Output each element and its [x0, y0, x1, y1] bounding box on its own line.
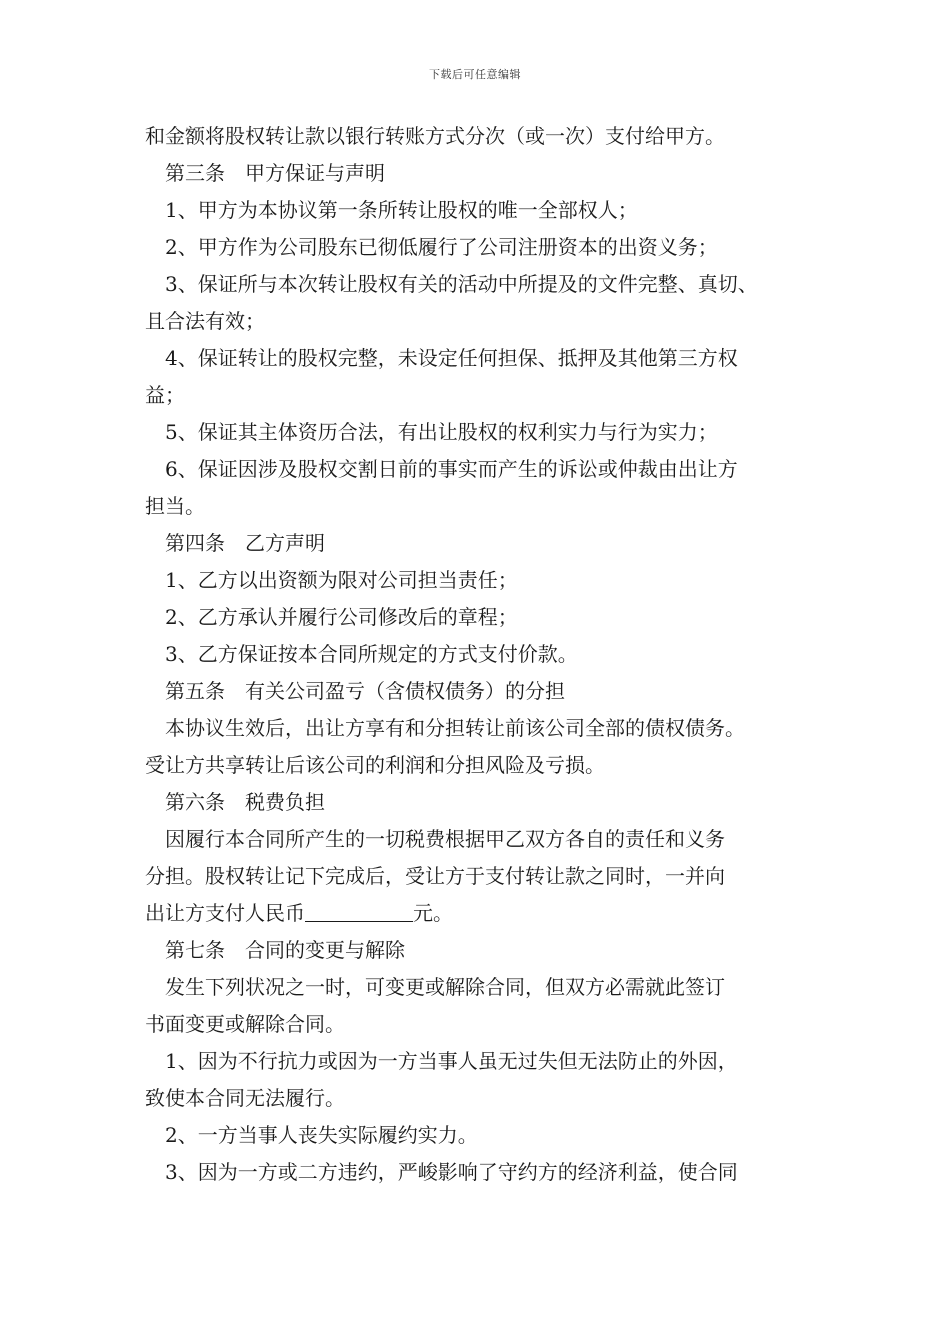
text-line: 因履行本合同所产生的一切税费根据甲乙双方各自的责任和义务 [165, 827, 725, 851]
text-line: 2、甲方作为公司股东已彻低履行了公司注册资本的出资义务； [165, 235, 718, 259]
text-line: 3、因为一方或二方违约，严峻影响了守约方的经济利益，使合同 [165, 1160, 738, 1184]
text-line: 本协议生效后，出让方享有和分担转让前该公司全部的债权债务。 [165, 716, 745, 740]
text-line: 3、保证所与本次转让股权有关的活动中所提及的文件完整、真切、 [165, 272, 758, 296]
section-heading: 第三条 甲方保证与声明 [165, 161, 385, 185]
text-line: 书面变更或解除合同。 [145, 1012, 345, 1036]
section-heading: 第七条 合同的变更与解除 [165, 938, 405, 962]
text-line: 担当。 [145, 494, 205, 518]
text-line: 1、因为不行抗力或因为一方当事人虽无过失但无法防止的外因， [165, 1049, 738, 1073]
text-line: 且合法有效； [145, 309, 265, 333]
text-line: 分担。股权转让记下完成后，受让方于支付转让款之同时，一并向 [145, 864, 725, 888]
text-line: 1、甲方为本协议第一条所转让股权的唯一全部权人； [165, 198, 638, 222]
text-line: 益； [145, 383, 185, 407]
section-heading: 第五条 有关公司盈亏（含债权债务）的分担 [165, 679, 565, 703]
document-body [145, 118, 825, 1191]
text-line: 致使本合同无法履行。 [145, 1086, 345, 1110]
section-heading: 第六条 税费负担 [165, 790, 325, 814]
text-line: 5、保证其主体资历合法，有出让股权的权利实力与行为实力； [165, 420, 718, 444]
text-segment: 元。 [413, 901, 453, 925]
text-line: 2、乙方承认并履行公司修改后的章程； [165, 605, 518, 629]
text-line: 2、一方当事人丧失实际履约实力。 [165, 1123, 478, 1147]
section-heading: 第四条 乙方声明 [165, 531, 325, 555]
text-line: 4、保证转让的股权完整，未设定任何担保、抵押及其他第三方权 [165, 346, 738, 370]
text-line: 发生下列状况之一时，可变更或解除合同，但双方必需就此签订 [165, 975, 725, 999]
fill-in-blank [305, 899, 413, 922]
text-line: 1、乙方以出资额为限对公司担当责任； [165, 568, 518, 592]
text-line: 3、乙方保证按本合同所规定的方式支付价款。 [165, 642, 578, 666]
page-header: 下载后可任意编辑 [429, 68, 521, 81]
text-line: 受让方共享转让后该公司的利润和分担风险及亏损。 [145, 753, 605, 777]
text-segment: 出让方支付人民币 [145, 901, 305, 925]
text-line: 和金额将股权转让款以银行转账方式分次（或一次）支付给甲方。 [145, 124, 725, 148]
text-line-with-blank [145, 895, 825, 932]
text-line: 6、保证因涉及股权交割日前的事实而产生的诉讼或仲裁由出让方 [165, 457, 738, 481]
